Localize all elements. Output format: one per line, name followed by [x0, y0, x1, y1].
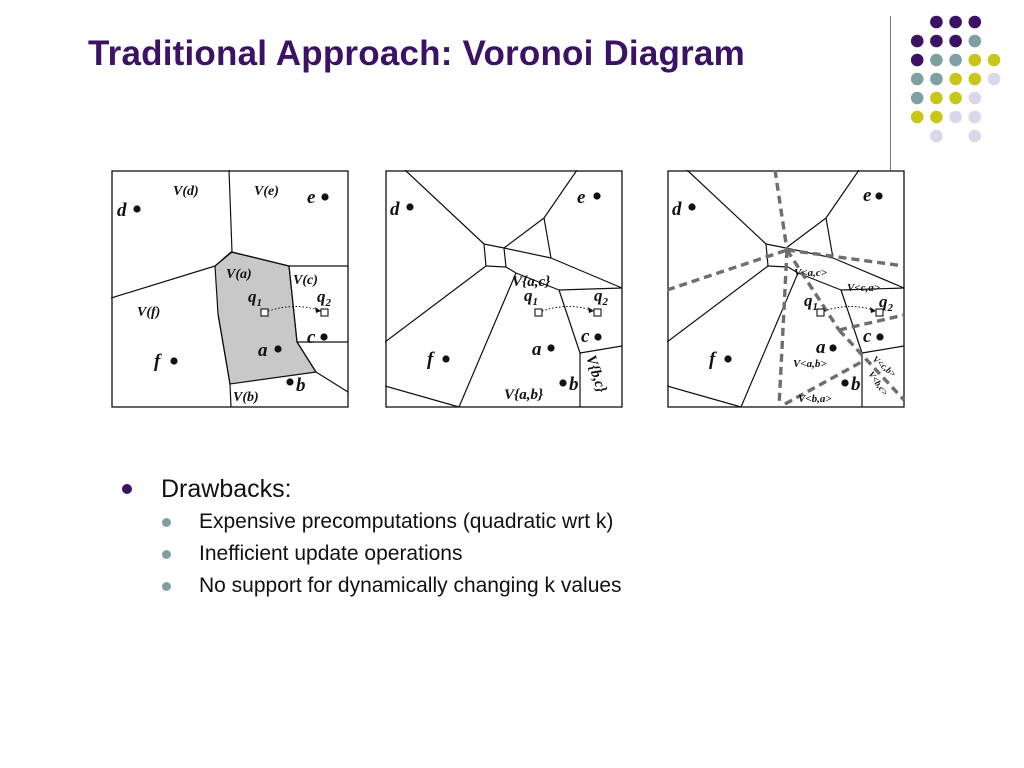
label-point-c: c [863, 326, 872, 347]
point-d [688, 203, 695, 210]
label-point-f: f [427, 349, 434, 370]
svg-text:V{a,b} [504, 387, 544, 403]
decorative-dot [930, 54, 943, 67]
point-e [321, 193, 328, 200]
decorative-dot [949, 73, 962, 86]
svg-text:V<b,a> [798, 393, 832, 405]
svg-text:c [581, 326, 590, 347]
label-q2: q [879, 292, 888, 311]
decorative-dot [969, 54, 982, 67]
label-point-c: c [581, 326, 590, 347]
label-q1: q [248, 287, 257, 306]
label-q1: q [524, 286, 533, 305]
svg-text:a [816, 337, 826, 358]
decorative-dot [969, 16, 982, 29]
label-point-e: e [307, 187, 316, 208]
svg-text:b [569, 374, 579, 395]
decorative-dot [911, 73, 924, 86]
label-point-d: d [117, 200, 127, 221]
region-label-e: V(e) [254, 184, 279, 199]
bullet-main-text: Drawbacks: [161, 475, 292, 503]
svg-text:d [390, 199, 400, 220]
query-point-q2 [321, 309, 328, 316]
decorative-dot [930, 111, 943, 124]
point-b [286, 378, 293, 385]
svg-text:c [863, 326, 872, 347]
label-q1-sub: 1 [532, 296, 538, 308]
decorative-dot [911, 92, 924, 105]
svg-text:d [672, 199, 682, 220]
region-label-d: V(d) [173, 184, 199, 199]
label-point-b: b [569, 374, 579, 395]
label-point-d: d [672, 199, 682, 220]
svg-text:V<a,b> [793, 358, 827, 370]
region-label-ca: V<c,a> [847, 282, 881, 294]
svg-text:V(b) [233, 390, 259, 405]
decorative-dot [969, 130, 982, 143]
label-point-e: e [577, 187, 586, 208]
svg-text:V(f) [137, 305, 160, 320]
sub-bullet-dot-icon [162, 582, 171, 591]
region-label-f: V(f) [137, 305, 161, 320]
svg-text:V(d) [173, 184, 199, 199]
bullet-sub-text: Expensive precomputations (quadratic wrt k) [199, 510, 614, 533]
bullet-sub-text: Inefficient update operations [199, 542, 463, 565]
point-a [547, 344, 554, 351]
sub-bullet-dot-icon [162, 550, 171, 559]
voronoi-diagram-order-1 [111, 170, 349, 408]
region-label-b: V(b) [233, 390, 259, 405]
point-f [170, 357, 177, 364]
svg-text:V<c,a> [847, 282, 880, 294]
slide-title: Traditional Approach: Voronoi Diagram [88, 34, 745, 73]
point-d [133, 205, 140, 212]
decorative-dot [969, 35, 982, 48]
label-q2: q [317, 287, 326, 306]
bullet-sub-text: No support for dynamically changing k values [199, 574, 622, 597]
decorative-dot [969, 111, 982, 124]
svg-text:a [532, 339, 542, 360]
region-label-c: V(c) [293, 273, 318, 288]
svg-text:a [258, 340, 268, 361]
svg-text:d [117, 200, 127, 221]
point-a [274, 345, 281, 352]
decorative-dot [911, 35, 924, 48]
decorative-dot [930, 92, 943, 105]
label-q1-sub: 1 [256, 297, 262, 309]
point-c [320, 333, 327, 340]
svg-text:V(e) [254, 184, 279, 199]
label-q2-sub: 2 [325, 297, 331, 309]
label-q1-sub: 1 [812, 301, 818, 313]
svg-text:c [307, 327, 316, 348]
label-point-f: f [154, 351, 161, 372]
svg-text:V<a,c> [794, 267, 827, 279]
decorative-dot [988, 54, 1001, 67]
label-point-b: b [296, 375, 306, 396]
region-label-ac: V{a,c} [512, 274, 551, 290]
label-point-f: f [709, 349, 716, 370]
svg-text:b [296, 375, 306, 396]
decorative-dot [949, 92, 962, 105]
decorative-dot [949, 16, 962, 29]
label-point-a: a [532, 339, 542, 360]
point-d [406, 203, 413, 210]
label-point-d: d [390, 199, 400, 220]
point-b [841, 379, 848, 386]
svg-text:e [307, 187, 316, 208]
query-point-q2 [594, 309, 601, 316]
decorative-dot-grid [0, 0, 1024, 180]
label-q2-sub: 2 [602, 296, 608, 308]
region-label-ba: V<b,a> [798, 393, 832, 405]
decorative-dot [930, 35, 943, 48]
label-point-b: b [851, 374, 861, 395]
region-label-ac: V<a,c> [794, 267, 828, 279]
voronoi-diagram-order-2 [385, 170, 623, 408]
decorative-dot [930, 73, 943, 86]
label-point-c: c [307, 327, 316, 348]
region-label-ab: V<a,b> [793, 358, 827, 370]
decorative-dot [969, 73, 982, 86]
decorative-dot [969, 92, 982, 105]
point-e [875, 192, 882, 199]
decorative-dot [930, 16, 943, 29]
label-point-a: a [258, 340, 268, 361]
decorative-dot [988, 73, 1001, 86]
decorative-dot [949, 54, 962, 67]
point-e [593, 192, 600, 199]
svg-text:V(a) [226, 267, 252, 282]
region-label-a: V(a) [226, 267, 252, 282]
point-f [442, 355, 449, 362]
query-point-q1 [535, 309, 542, 316]
sub-bullet-dot-icon [162, 518, 171, 527]
svg-text:b [851, 374, 861, 395]
region-label-bc: V<b,c> [866, 369, 891, 398]
query-point-q1 [817, 309, 824, 316]
svg-text:V(c) [293, 273, 318, 288]
voronoi-diagram-ordered [667, 170, 905, 408]
decorative-dot [911, 54, 924, 67]
decorative-dot [911, 111, 924, 124]
bullet-dot-icon [122, 484, 132, 494]
point-a [829, 344, 836, 351]
label-q2-sub: 2 [887, 302, 893, 314]
decorative-dot [949, 35, 962, 48]
label-q2: q [594, 286, 603, 305]
region-label-ab: V{a,b} [504, 387, 544, 403]
label-point-a: a [816, 337, 826, 358]
decorative-dot [949, 111, 962, 124]
point-c [594, 333, 601, 340]
svg-text:e [863, 185, 872, 206]
region-label-cb: V<c,b> [870, 353, 898, 379]
label-point-e: e [863, 185, 872, 206]
point-f [724, 355, 731, 362]
point-b [559, 379, 566, 386]
svg-text:e [577, 187, 586, 208]
query-point-q1 [261, 309, 268, 316]
region-label-bc: V{b,c} [582, 353, 610, 395]
decorative-dot [930, 130, 943, 143]
point-c [876, 333, 883, 340]
label-q1: q [804, 291, 813, 310]
